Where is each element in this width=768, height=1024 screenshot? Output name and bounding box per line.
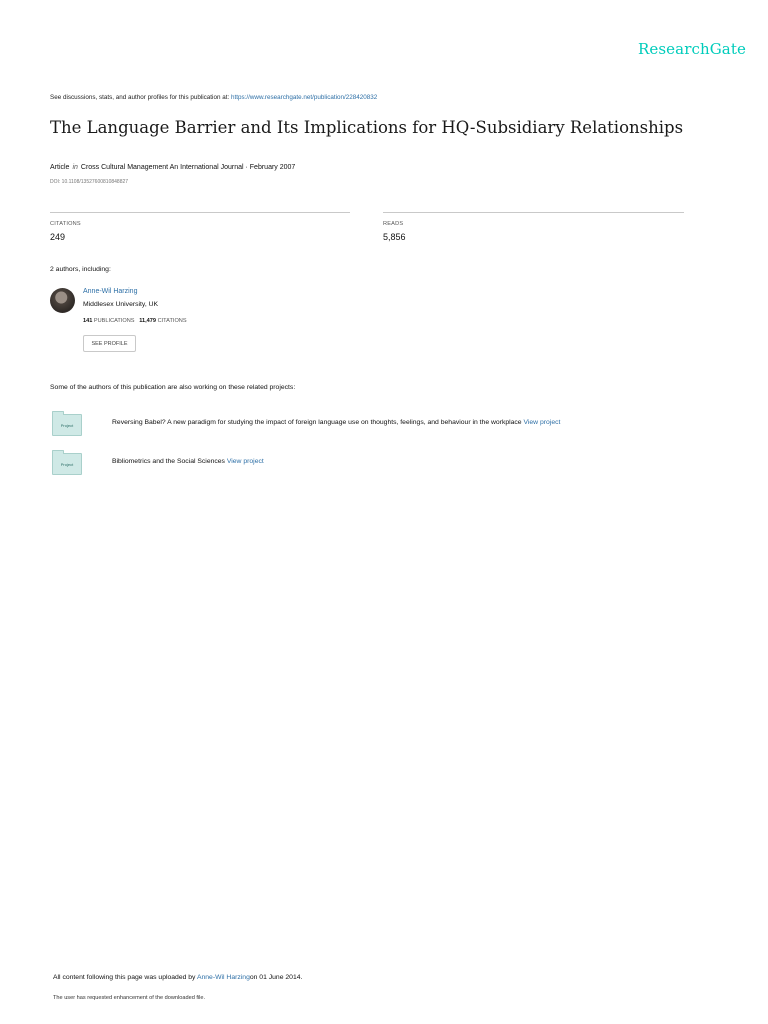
url-note-text: See discussions, stats, and author profiles for this publication at: <box>50 94 230 101</box>
publication-title: The Language Barrier and Its Implications for HQ-Subsidiary Relationships <box>50 118 684 137</box>
researchgate-logo[interactable]: ResearchGate <box>638 40 746 58</box>
uploader-link[interactable]: Anne-Wil Harzing <box>196 974 250 981</box>
publication-doi: DOI: 10.1108/13527600810848827 <box>50 179 129 185</box>
reads-count: 5,856 <box>383 232 406 242</box>
author-avatar[interactable] <box>50 288 75 313</box>
in-label: in <box>72 164 78 171</box>
project-icon-label: Project <box>60 422 74 428</box>
citations-divider <box>50 212 350 213</box>
citations-label: CITATIONS <box>50 221 81 227</box>
author-publications-label: PUBLICATIONS <box>93 318 135 324</box>
reads-divider <box>383 212 684 213</box>
author-name-link[interactable]: Anne-Wil Harzing <box>83 288 138 295</box>
author-publications-count: 141 <box>83 318 93 324</box>
journal-name: Cross Cultural Management An International Journal <box>80 164 244 171</box>
author-citations-label: CITATIONS <box>157 318 187 324</box>
upload-prefix: All content following this page was uploaded by <box>53 974 196 981</box>
publication-date: · February 2007 <box>243 164 296 171</box>
upload-note <box>53 974 302 981</box>
project-icon-label: Project <box>60 461 74 467</box>
project-folder-icon <box>52 414 82 436</box>
project-item <box>112 419 560 426</box>
publication-meta <box>50 164 295 171</box>
author-affiliation: Middlesex University, UK <box>83 301 159 308</box>
publication-type: Article <box>50 164 70 171</box>
author-stats <box>83 318 187 324</box>
publication-url-link[interactable]: https://www.researchgate.net/publication/228420832 <box>230 94 378 101</box>
project-folder-icon <box>52 453 82 475</box>
author-citations-count: 11,479 <box>139 318 157 324</box>
projects-heading: Some of the authors of this publication are also working on these related projects: <box>50 384 296 391</box>
enhancement-note: The user has requested enhancement of the downloaded file. <box>53 995 206 1001</box>
publication-url-note <box>50 94 377 101</box>
view-project-link[interactable]: View project <box>226 458 264 465</box>
view-project-link[interactable]: View project <box>523 419 561 426</box>
see-profile-button[interactable]: SEE PROFILE <box>83 335 136 352</box>
project-item <box>112 458 264 465</box>
reads-label: READS <box>383 221 404 227</box>
authors-heading: 2 authors, including: <box>50 266 111 273</box>
project-title: Reversing Babel? A new paradigm for studying the impact of foreign language use on thoughts, feelings, and behaviour in the workplace <box>112 419 522 426</box>
citations-count: 249 <box>50 232 66 242</box>
upload-suffix: on 01 June 2014. <box>249 974 303 981</box>
project-title: Bibliometrics and the Social Sciences <box>112 458 225 465</box>
